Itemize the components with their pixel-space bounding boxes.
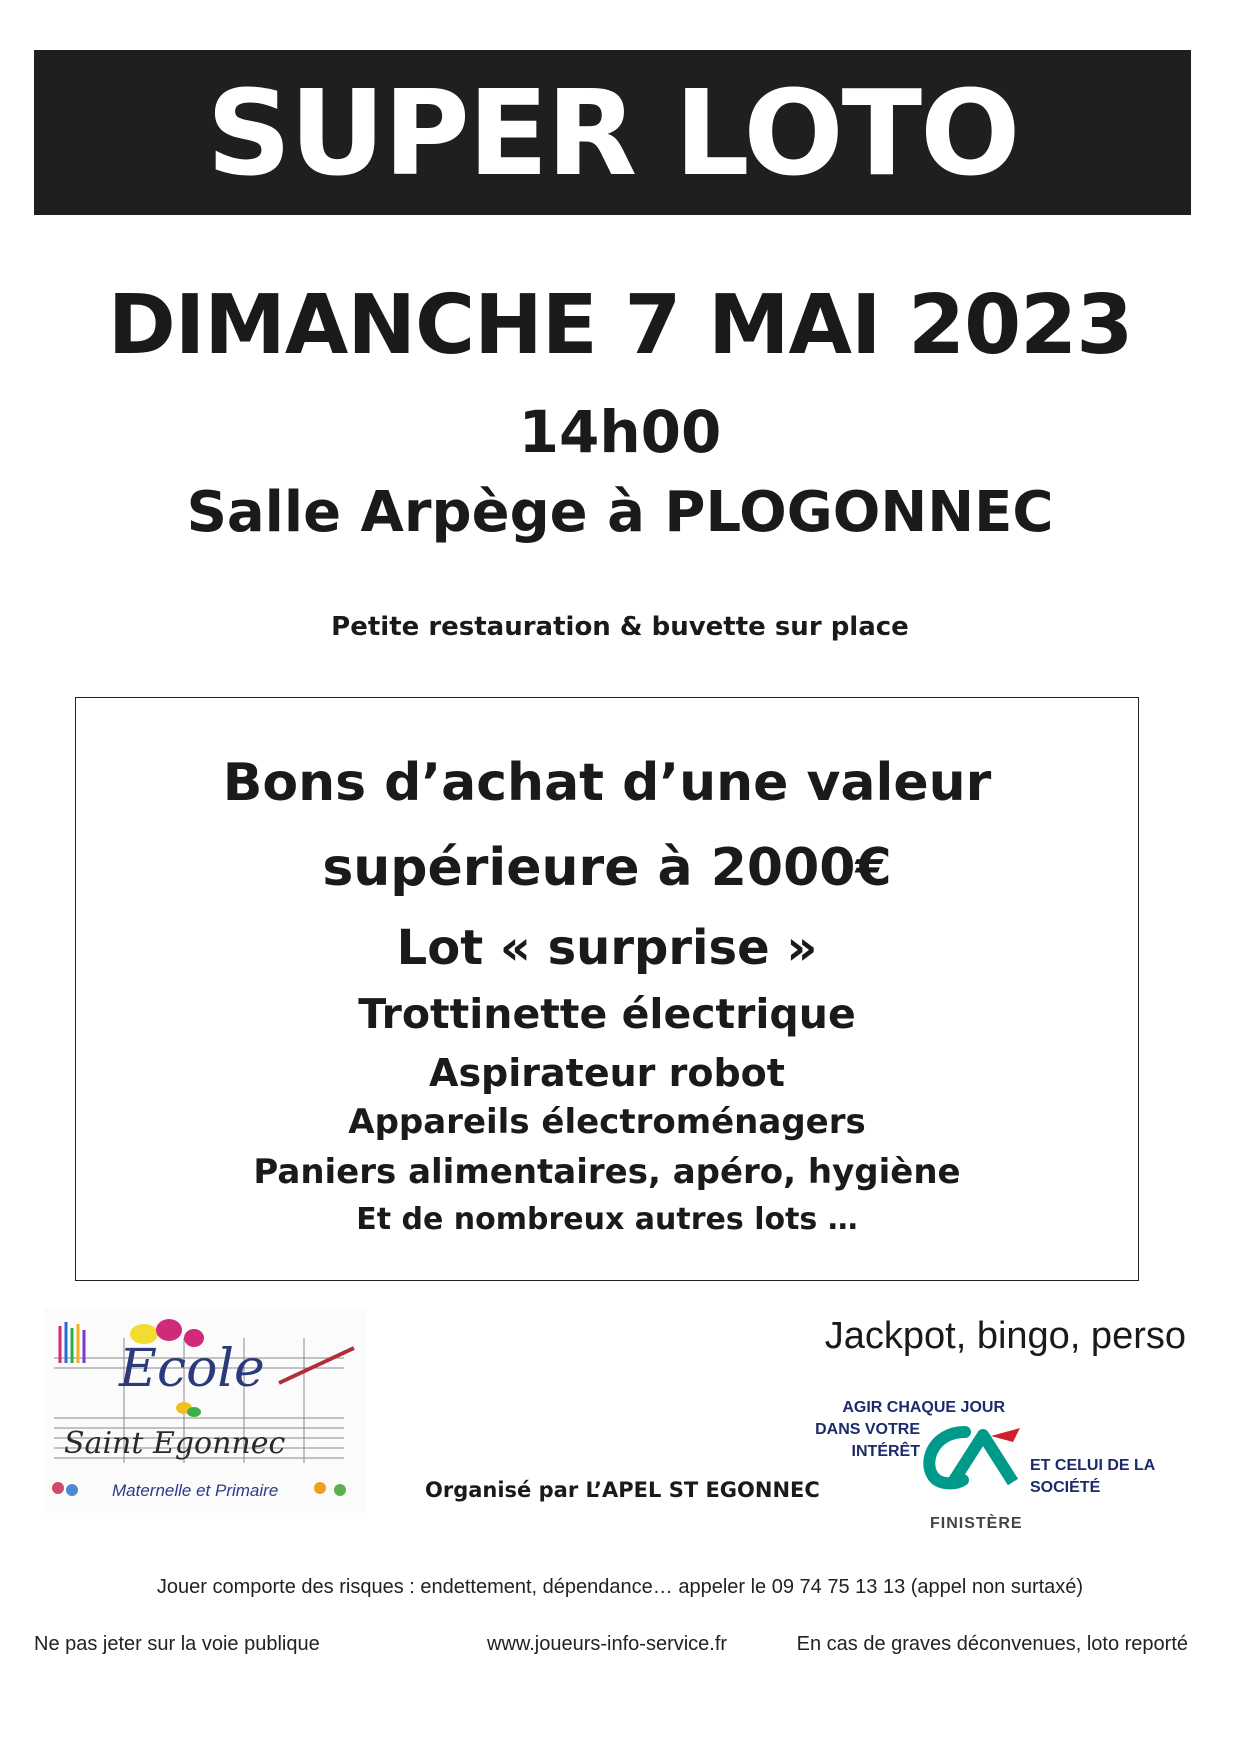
- event-venue: Salle Arpège à PLOGONNEC: [186, 480, 1054, 545]
- bank-region: FINISTÈRE: [930, 1515, 1023, 1532]
- ca-logo-icon: [929, 1428, 1020, 1483]
- prize-line: supérieure à 2000€: [322, 838, 892, 898]
- prize-line: Appareils électroménagers: [348, 1102, 866, 1142]
- title-banner: [34, 50, 1191, 215]
- footer-left: Ne pas jeter sur la voie publique: [34, 1633, 320, 1655]
- bank-logo: [815, 1390, 1170, 1540]
- event-date: DIMANCHE 7 MAI 2023: [107, 278, 1133, 373]
- event-time: 14h00: [518, 398, 722, 466]
- food-notice: Petite restauration & buvette sur place: [331, 612, 909, 642]
- bank-tagline: AGIR CHAQUE JOUR: [842, 1399, 1005, 1416]
- risk-warning: Jouer comporte des risques : endettement, dépendance… appeler le 09 74 75 13 13 (appel non surtaxé): [156, 1576, 1084, 1598]
- bank-tagline: SOCIÉTÉ: [1030, 1479, 1101, 1496]
- page-title: SUPER LOTO: [206, 63, 1019, 202]
- school-logo-subname: Saint Egonnec: [64, 1426, 286, 1461]
- school-logo-caption: Maternelle et Primaire: [112, 1481, 279, 1500]
- games-list: Jackpot, bingo, perso: [824, 1315, 1186, 1357]
- prize-line: Paniers alimentaires, apéro, hygiène: [253, 1152, 961, 1192]
- bank-tagline: INTÉRÊT: [851, 1443, 920, 1460]
- prizes-box: [75, 697, 1139, 1281]
- bank-tagline: DANS VOTRE: [815, 1421, 920, 1438]
- school-logo-name: Ecole: [119, 1339, 265, 1399]
- prize-line: Trottinette électrique: [358, 990, 856, 1038]
- prize-line: Lot « surprise »: [396, 920, 818, 976]
- prize-line: Bons d’achat d’une valeur: [222, 753, 992, 813]
- prize-line: Et de nombreux autres lots …: [356, 1202, 858, 1237]
- school-logo: [44, 1308, 366, 1513]
- footer-right: En cas de graves déconvenues, loto reporté: [796, 1633, 1188, 1655]
- footer-website: www.joueurs-info-service.fr: [487, 1633, 728, 1655]
- prize-line: Aspirateur robot: [429, 1051, 785, 1095]
- bank-tagline: ET CELUI DE LA: [1030, 1457, 1156, 1474]
- organizer-text: Organisé par L’APEL ST EGONNEC: [425, 1478, 820, 1502]
